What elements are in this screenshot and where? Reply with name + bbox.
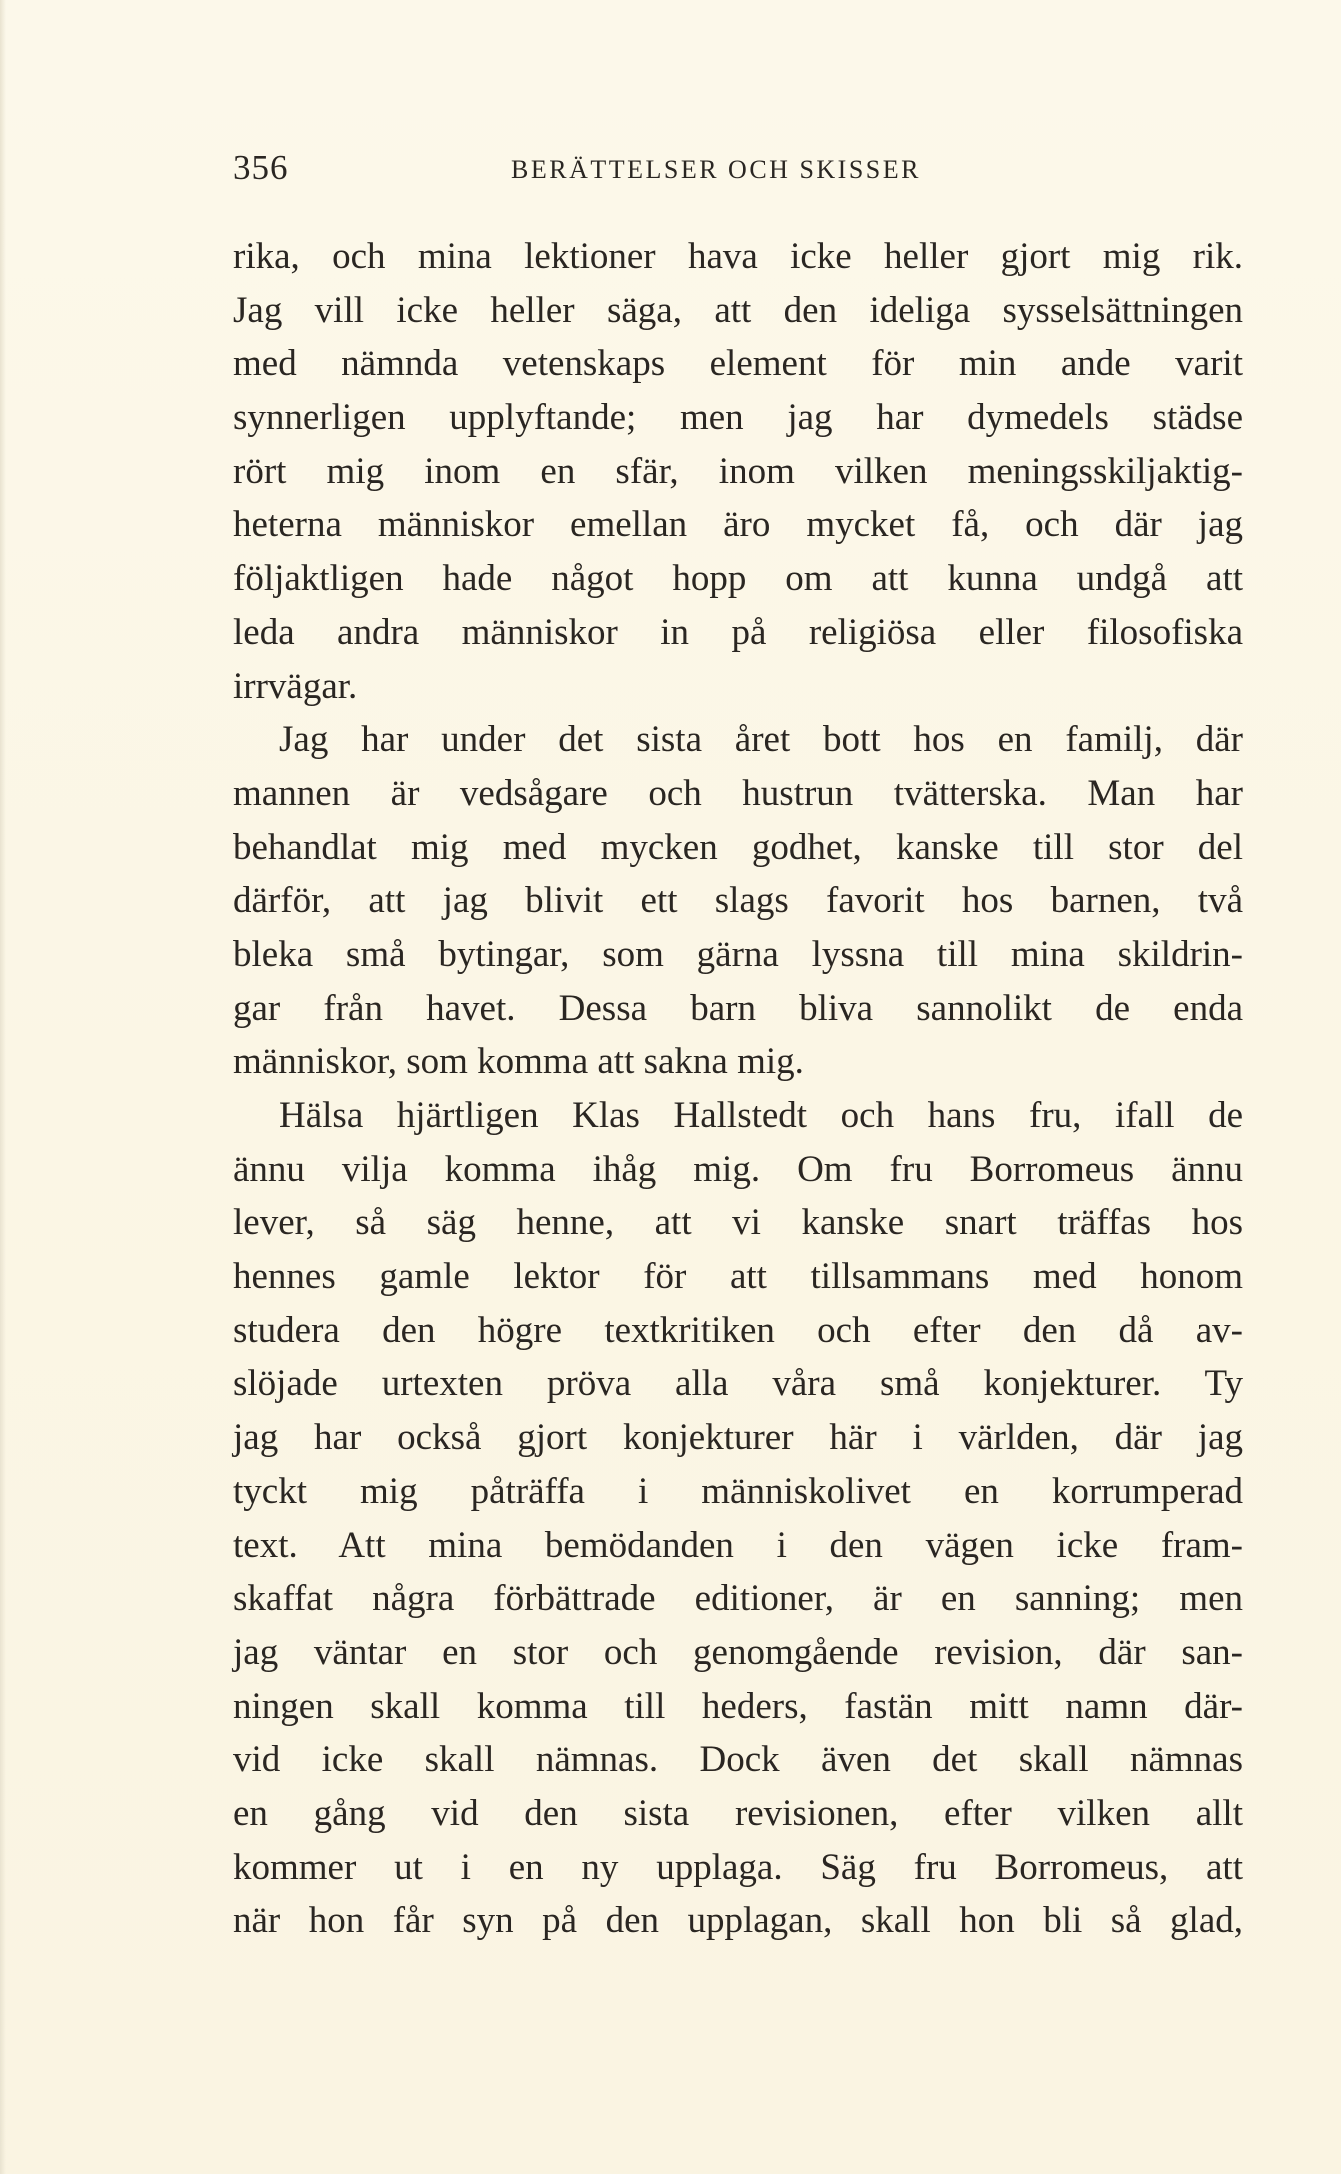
page-edge-shadow [0,0,6,2174]
text-line: mannen är vedsågare och hustrun tvätterska. Man har [233,772,1243,814]
text-line: gar från havet. Dessa barn bliva sannolikt de enda [233,987,1243,1029]
text-line: leda andra människor in på religiösa eller filosofiska [233,611,1243,653]
text-line: heterna människor emellan äro mycket få, och där jag [233,504,1243,546]
text-line: rört mig inom en sfär, inom vilken meningsskiljaktig- [233,450,1243,492]
text-line: kommer ut i en ny upplaga. Säg fru Borromeus, att [233,1846,1243,1888]
page-header [233,148,1243,198]
text-line: rika, och mina lektioner hava icke heller gjort mig rik. [233,236,1243,277]
text-line: Jag har under det sista året bott hos en familj, där [279,719,1243,761]
text-line: därför, att jag blivit ett slags favorit hos barnen, två [233,880,1243,922]
text-line: Hälsa hjärtligen Klas Hallstedt och hans fru, ifall de [279,1095,1243,1136]
text-line: med nämnda vetenskaps element för min ande varit [233,343,1243,385]
text-line: bleka små bytingar, som gärna lyssna till mina skildrin- [233,933,1243,975]
text-line: när hon får syn på den upplagan, skall hon bli så glad, [233,1900,1243,1942]
text-line: tyckt mig påträffa i människolivet en korrumperad [233,1470,1243,1512]
text-line: behandlat mig med mycken godhet, kanske till stor del [233,826,1243,868]
text-line: följaktligen hade något hopp om att kunna undgå att [233,558,1243,600]
running-head: BERÄTTELSER OCH SKISSER [511,155,921,184]
text-line: synnerligen upplyftande; men jag har dymedels städse [233,397,1243,439]
text-line: lever, så säg henne, att vi kanske snart träffas hos [233,1202,1243,1244]
text-line: vid icke skall nämnas. Dock även det skall nämnas [233,1739,1243,1781]
text-line: jag väntar en stor och genomgående revision, där san- [233,1631,1243,1673]
text-line: Jag vill icke heller säga, att den ideliga sysselsättningen [233,289,1243,331]
text-line: slöjade urtexten pröva alla våra små konjekturer. Ty [233,1363,1243,1405]
text-line: text. Att mina bemödanden i den vägen icke fram- [233,1524,1243,1566]
page-number: 356 [233,148,289,187]
text-line: jag har också gjort konjekturer här i världen, där jag [233,1417,1243,1459]
text-line: irrvägar. [233,665,358,707]
text-line: ningen skall komma till heders, fastän mitt namn där- [233,1685,1243,1727]
text-line: ännu vilja komma ihåg mig. Om fru Borromeus ännu [233,1148,1243,1190]
text-line: hennes gamle lektor för att tillsammans med honom [233,1256,1243,1298]
body-text [233,230,1243,1948]
text-line: människor, som komma att sakna mig. [233,1041,804,1083]
text-line: studera den högre textkritiken och efter den då av- [233,1309,1243,1351]
text-line: skaffat några förbättrade editioner, är en sanning; men [233,1578,1243,1620]
text-line: en gång vid den sista revisionen, efter vilken allt [233,1792,1243,1834]
